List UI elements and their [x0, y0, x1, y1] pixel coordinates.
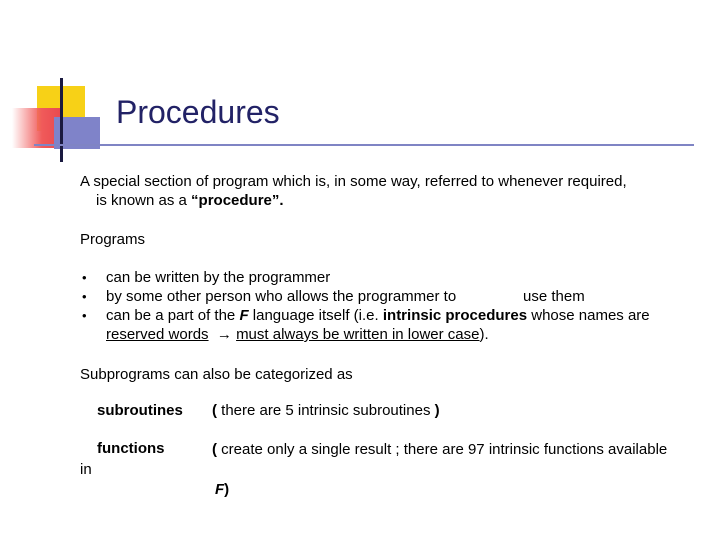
functions-note-in: in — [80, 461, 92, 478]
lower-case-rule: must always be written in lower case — [236, 326, 480, 343]
title-underline-rule — [34, 144, 694, 146]
reserved-words-term: reserved words — [106, 326, 209, 343]
subroutines-note: ( there are 5 intrinsic subroutines ) — [212, 402, 440, 419]
bullet-item-2-part-1: by some other person who allows the programmer to — [106, 288, 457, 305]
programs-heading: Programs — [80, 231, 146, 248]
intrinsic-procedures-term: intrinsic procedures — [382, 307, 528, 324]
bullet-3-closing: ). — [479, 326, 489, 343]
intro-line-2-text: is known as a — [96, 192, 192, 209]
bullet-item-1: can be written by the programmer — [106, 269, 331, 286]
bullet-marker: • — [82, 289, 87, 304]
functions-label: functions — [97, 440, 165, 457]
language-f-symbol: F — [239, 307, 249, 324]
right-arrow-icon: → — [216, 326, 232, 343]
decor-vertical-line — [60, 78, 63, 162]
bullet-3-text-b: language itself (i.e. — [248, 307, 383, 324]
bullet-3-text-a: can be a part of the — [106, 307, 240, 324]
language-f-symbol: F — [215, 481, 225, 498]
intro-line-2 — [96, 192, 284, 210]
subroutines-label: subroutines — [97, 402, 183, 419]
functions-note: ( create only a single result ; there are 97 intrinsic functions available — [212, 441, 668, 458]
bullet-marker: • — [82, 270, 87, 285]
bullet-3-text-c: whose names are — [527, 307, 650, 324]
subprograms-heading: Subprograms can also be categorized as — [80, 366, 353, 383]
intro-line-1: A special section of program which is, in some way, referred to whenever required, — [80, 173, 627, 190]
slide-title: Procedures — [116, 94, 280, 130]
bullet-item-2-part-2: use them — [523, 288, 585, 305]
bullet-marker: • — [82, 308, 87, 323]
intro-procedure-term: “procedure”. — [191, 192, 284, 209]
bullet-item-3-line-2 — [106, 326, 489, 344]
functions-note-end: F) — [215, 481, 230, 498]
bullet-item-3 — [106, 307, 650, 325]
